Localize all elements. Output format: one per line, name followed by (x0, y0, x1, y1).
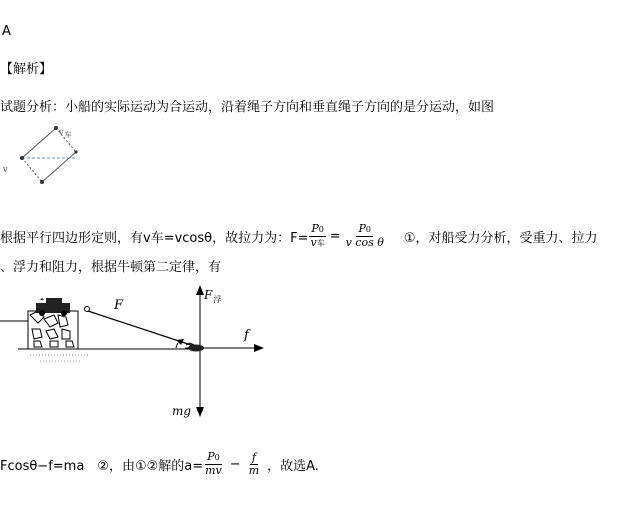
velocity-diagram (0, 122, 95, 188)
velocity-component-along-rope (22, 128, 56, 158)
fraction-p0-over-vcar (308, 223, 326, 250)
equation-line-1-text-b: ①，对船受力分析，受重力、拉力 (403, 230, 598, 246)
frac2-numerator: P (358, 222, 366, 235)
water-ripples (30, 355, 90, 361)
riverbank-rocks (28, 311, 78, 349)
frac1-numerator-sub: 0 (318, 224, 324, 234)
answer-letter: A (2, 24, 11, 39)
label-v-car: v车 (59, 128, 72, 139)
dashed-edge-bottom (22, 158, 42, 182)
minus-sign: − (229, 456, 241, 472)
label-drag: f (244, 328, 249, 343)
vertex-dot-bottom (40, 180, 44, 184)
final-frac2-denominator: m (248, 463, 260, 477)
velocity-component-perpendicular (42, 152, 76, 182)
rope-line (88, 311, 200, 348)
equation-line-1-text-a: 根据平行四边形定则，有v车=vcosθ，故拉力为：F= (0, 230, 309, 246)
origin-dot (20, 156, 24, 160)
intro-text: 试题分析：小船的实际运动为合运动，沿着绳子方向和垂直绳子方向的是分运动，如图 (0, 100, 495, 115)
frac2-denominator: v cos θ (345, 236, 384, 249)
final-frac1-numerator: P (207, 450, 215, 463)
gravity-arrowhead (196, 407, 204, 417)
final-frac1-denominator: mv (205, 464, 222, 477)
angle-arc (176, 343, 178, 348)
equals-sign: = (329, 228, 341, 244)
fraction-f-over-m (247, 452, 261, 477)
fraction-p0-over-mv (203, 451, 224, 477)
label-v-boat: v (3, 165, 8, 174)
buoyancy-arrowhead (196, 285, 204, 295)
frac1-denominator-sub: 车 (316, 238, 325, 248)
frac1-denominator: v (310, 235, 317, 249)
equation-line-final (0, 448, 319, 480)
equation-final-text-b: ，故选A. (267, 458, 319, 474)
label-pull-force: F (114, 298, 124, 313)
force-diagram (0, 285, 270, 425)
frac2-numerator-sub: 0 (365, 225, 371, 234)
frac1-numerator: P (311, 221, 319, 235)
equation-final-text-a: Fcosθ−f=ma ②，由①②解的a= (0, 458, 204, 474)
final-frac2-numerator: f (251, 450, 256, 464)
final-frac1-numerator-sub: 0 (214, 453, 220, 462)
equation-line-1 (0, 220, 598, 252)
label-gravity: mg (172, 404, 192, 418)
label-buoyancy: $F_浮$ (204, 288, 222, 304)
vertex-dot-right (74, 150, 77, 153)
vertex-dot-top (54, 126, 58, 130)
fraction-p0-over-vcos (344, 223, 386, 249)
analysis-heading: 【解析】 (0, 62, 53, 77)
drag-arrowhead (254, 344, 264, 352)
force-analysis-text: 、浮力和阻力，根据牛顿第二定律，有 (0, 260, 222, 275)
